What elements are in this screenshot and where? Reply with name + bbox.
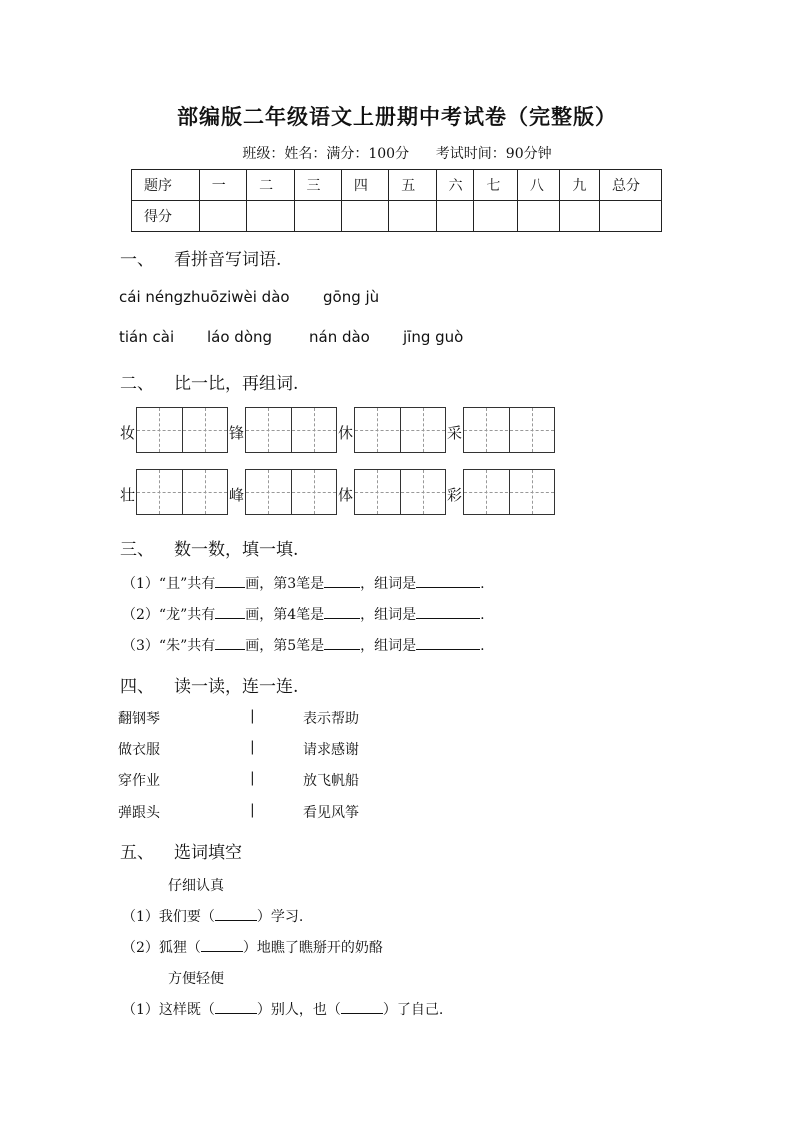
score-cell[interactable]	[294, 201, 341, 232]
score-table-score-row	[132, 201, 662, 232]
word-choices: 方便轻便	[168, 971, 224, 987]
score-cell[interactable]	[341, 201, 388, 232]
table-header-cell: 二	[247, 170, 294, 201]
compare-char: 峰	[229, 486, 245, 504]
score-cell[interactable]	[199, 201, 246, 232]
match-divider: |	[250, 770, 255, 786]
compare-char: 妆	[120, 424, 136, 442]
answer-blank[interactable]	[215, 604, 245, 619]
answer-blank[interactable]	[324, 573, 360, 588]
compare-char: 锋	[229, 424, 245, 442]
table-header-cell: 六	[436, 170, 474, 201]
section-4-heading	[120, 672, 298, 697]
compare-char: 休	[338, 424, 354, 442]
exam-info	[0, 143, 794, 163]
section-title: 数一数，填一填.	[174, 540, 299, 560]
compare-char: 彩	[447, 486, 463, 504]
exam-time-label: 考试时间：90分钟	[435, 146, 552, 162]
answer-blank[interactable]	[416, 635, 480, 650]
match-right-item[interactable]: 放飞帆船	[303, 773, 359, 789]
fill-question: （1）这样既（ ）别人，也（ ）了自己.	[122, 999, 443, 1019]
match-left-item[interactable]: 做衣服	[118, 742, 160, 758]
section-title: 选词填空	[174, 843, 242, 863]
compare-char: 体	[338, 486, 354, 504]
section-1-heading	[120, 245, 281, 270]
answer-blank[interactable]	[201, 937, 243, 952]
writing-grid[interactable]	[354, 469, 446, 515]
compare-char: 采	[447, 424, 463, 442]
table-header-cell: 题序	[132, 170, 200, 201]
writing-grid[interactable]	[463, 407, 555, 453]
answer-blank[interactable]	[341, 999, 383, 1014]
compare-char: 壮	[120, 486, 136, 504]
writing-grid[interactable]	[245, 407, 337, 453]
answer-blank[interactable]	[416, 573, 480, 588]
full-score-label: 满分：100分	[326, 146, 410, 162]
table-header-cell: 四	[341, 170, 388, 201]
fill-question: （2）狐狸（ ）地瞧了瞧掰开的奶酪	[122, 937, 383, 957]
score-cell[interactable]	[474, 201, 518, 232]
writing-grid[interactable]	[136, 469, 228, 515]
section-number: 四、	[120, 677, 154, 697]
match-left-item[interactable]: 穿作业	[118, 773, 160, 789]
table-header-cell: 五	[389, 170, 436, 201]
answer-blank[interactable]	[324, 635, 360, 650]
match-left-item[interactable]: 弹跟头	[118, 805, 160, 821]
name-label: 姓名：	[284, 146, 327, 162]
writing-grid[interactable]	[136, 407, 228, 453]
score-cell[interactable]	[599, 201, 661, 232]
count-item: （3）“朱”共有 画，第5笔是 ，组词是 .	[122, 635, 485, 655]
section-number: 五、	[120, 843, 154, 863]
page-title: 部编版二年级语文上册期中考试卷（完整版）	[177, 105, 617, 129]
class-label: 班级：	[242, 146, 285, 162]
table-header-cell: 一	[199, 170, 246, 201]
writing-grid[interactable]	[245, 469, 337, 515]
table-header-cell: 八	[517, 170, 560, 201]
match-divider: |	[250, 802, 255, 818]
table-row-label: 得分	[132, 201, 200, 232]
score-cell[interactable]	[389, 201, 436, 232]
word-choices: 仔细认真	[168, 878, 224, 894]
pinyin-item: gōng jù	[323, 288, 380, 306]
section-number: 一、	[120, 250, 154, 270]
match-right-item[interactable]: 看见风筝	[303, 805, 359, 821]
section-5-heading	[120, 838, 242, 863]
writing-grid[interactable]	[463, 469, 555, 515]
fill-question: （1）我们要（ ）学习.	[122, 906, 303, 926]
section-number: 二、	[120, 374, 154, 394]
section-title: 读一读，连一连.	[174, 677, 299, 697]
pinyin-item: cái néngzhuōziwèi dào	[119, 288, 290, 306]
answer-blank[interactable]	[416, 604, 480, 619]
score-table	[131, 169, 662, 232]
writing-grid[interactable]	[354, 407, 446, 453]
pinyin-item: nán dào	[309, 328, 370, 346]
table-header-cell: 九	[560, 170, 600, 201]
match-left-item[interactable]: 翻钢琴	[118, 711, 160, 727]
table-header-cell: 三	[294, 170, 341, 201]
section-number: 三、	[120, 540, 154, 560]
match-divider: |	[250, 708, 255, 724]
section-title: 比一比，再组词.	[174, 374, 299, 394]
score-table-header-row	[132, 170, 662, 201]
pinyin-item: tián cài	[119, 328, 175, 346]
score-cell[interactable]	[560, 201, 600, 232]
section-title: 看拼音写词语.	[174, 250, 282, 270]
score-cell[interactable]	[247, 201, 294, 232]
match-divider: |	[250, 739, 255, 755]
table-header-cell: 七	[474, 170, 518, 201]
section-3-heading	[120, 535, 298, 560]
count-item: （1）“且”共有 画，第3笔是 ，组词是 .	[122, 573, 485, 593]
answer-blank[interactable]	[324, 604, 360, 619]
answer-blank[interactable]	[215, 999, 257, 1014]
count-item: （2）“龙”共有 画，第4笔是 ，组词是 .	[122, 604, 485, 624]
match-right-item[interactable]: 表示帮助	[303, 711, 359, 727]
section-2-heading	[120, 369, 298, 394]
score-cell[interactable]	[517, 201, 560, 232]
table-header-cell: 总分	[599, 170, 661, 201]
match-right-item[interactable]: 请求感谢	[303, 742, 359, 758]
answer-blank[interactable]	[215, 573, 245, 588]
answer-blank[interactable]	[215, 635, 245, 650]
pinyin-item: jīng guò	[403, 328, 464, 346]
score-cell[interactable]	[436, 201, 474, 232]
pinyin-item: láo dòng	[207, 328, 273, 346]
answer-blank[interactable]	[215, 906, 257, 921]
